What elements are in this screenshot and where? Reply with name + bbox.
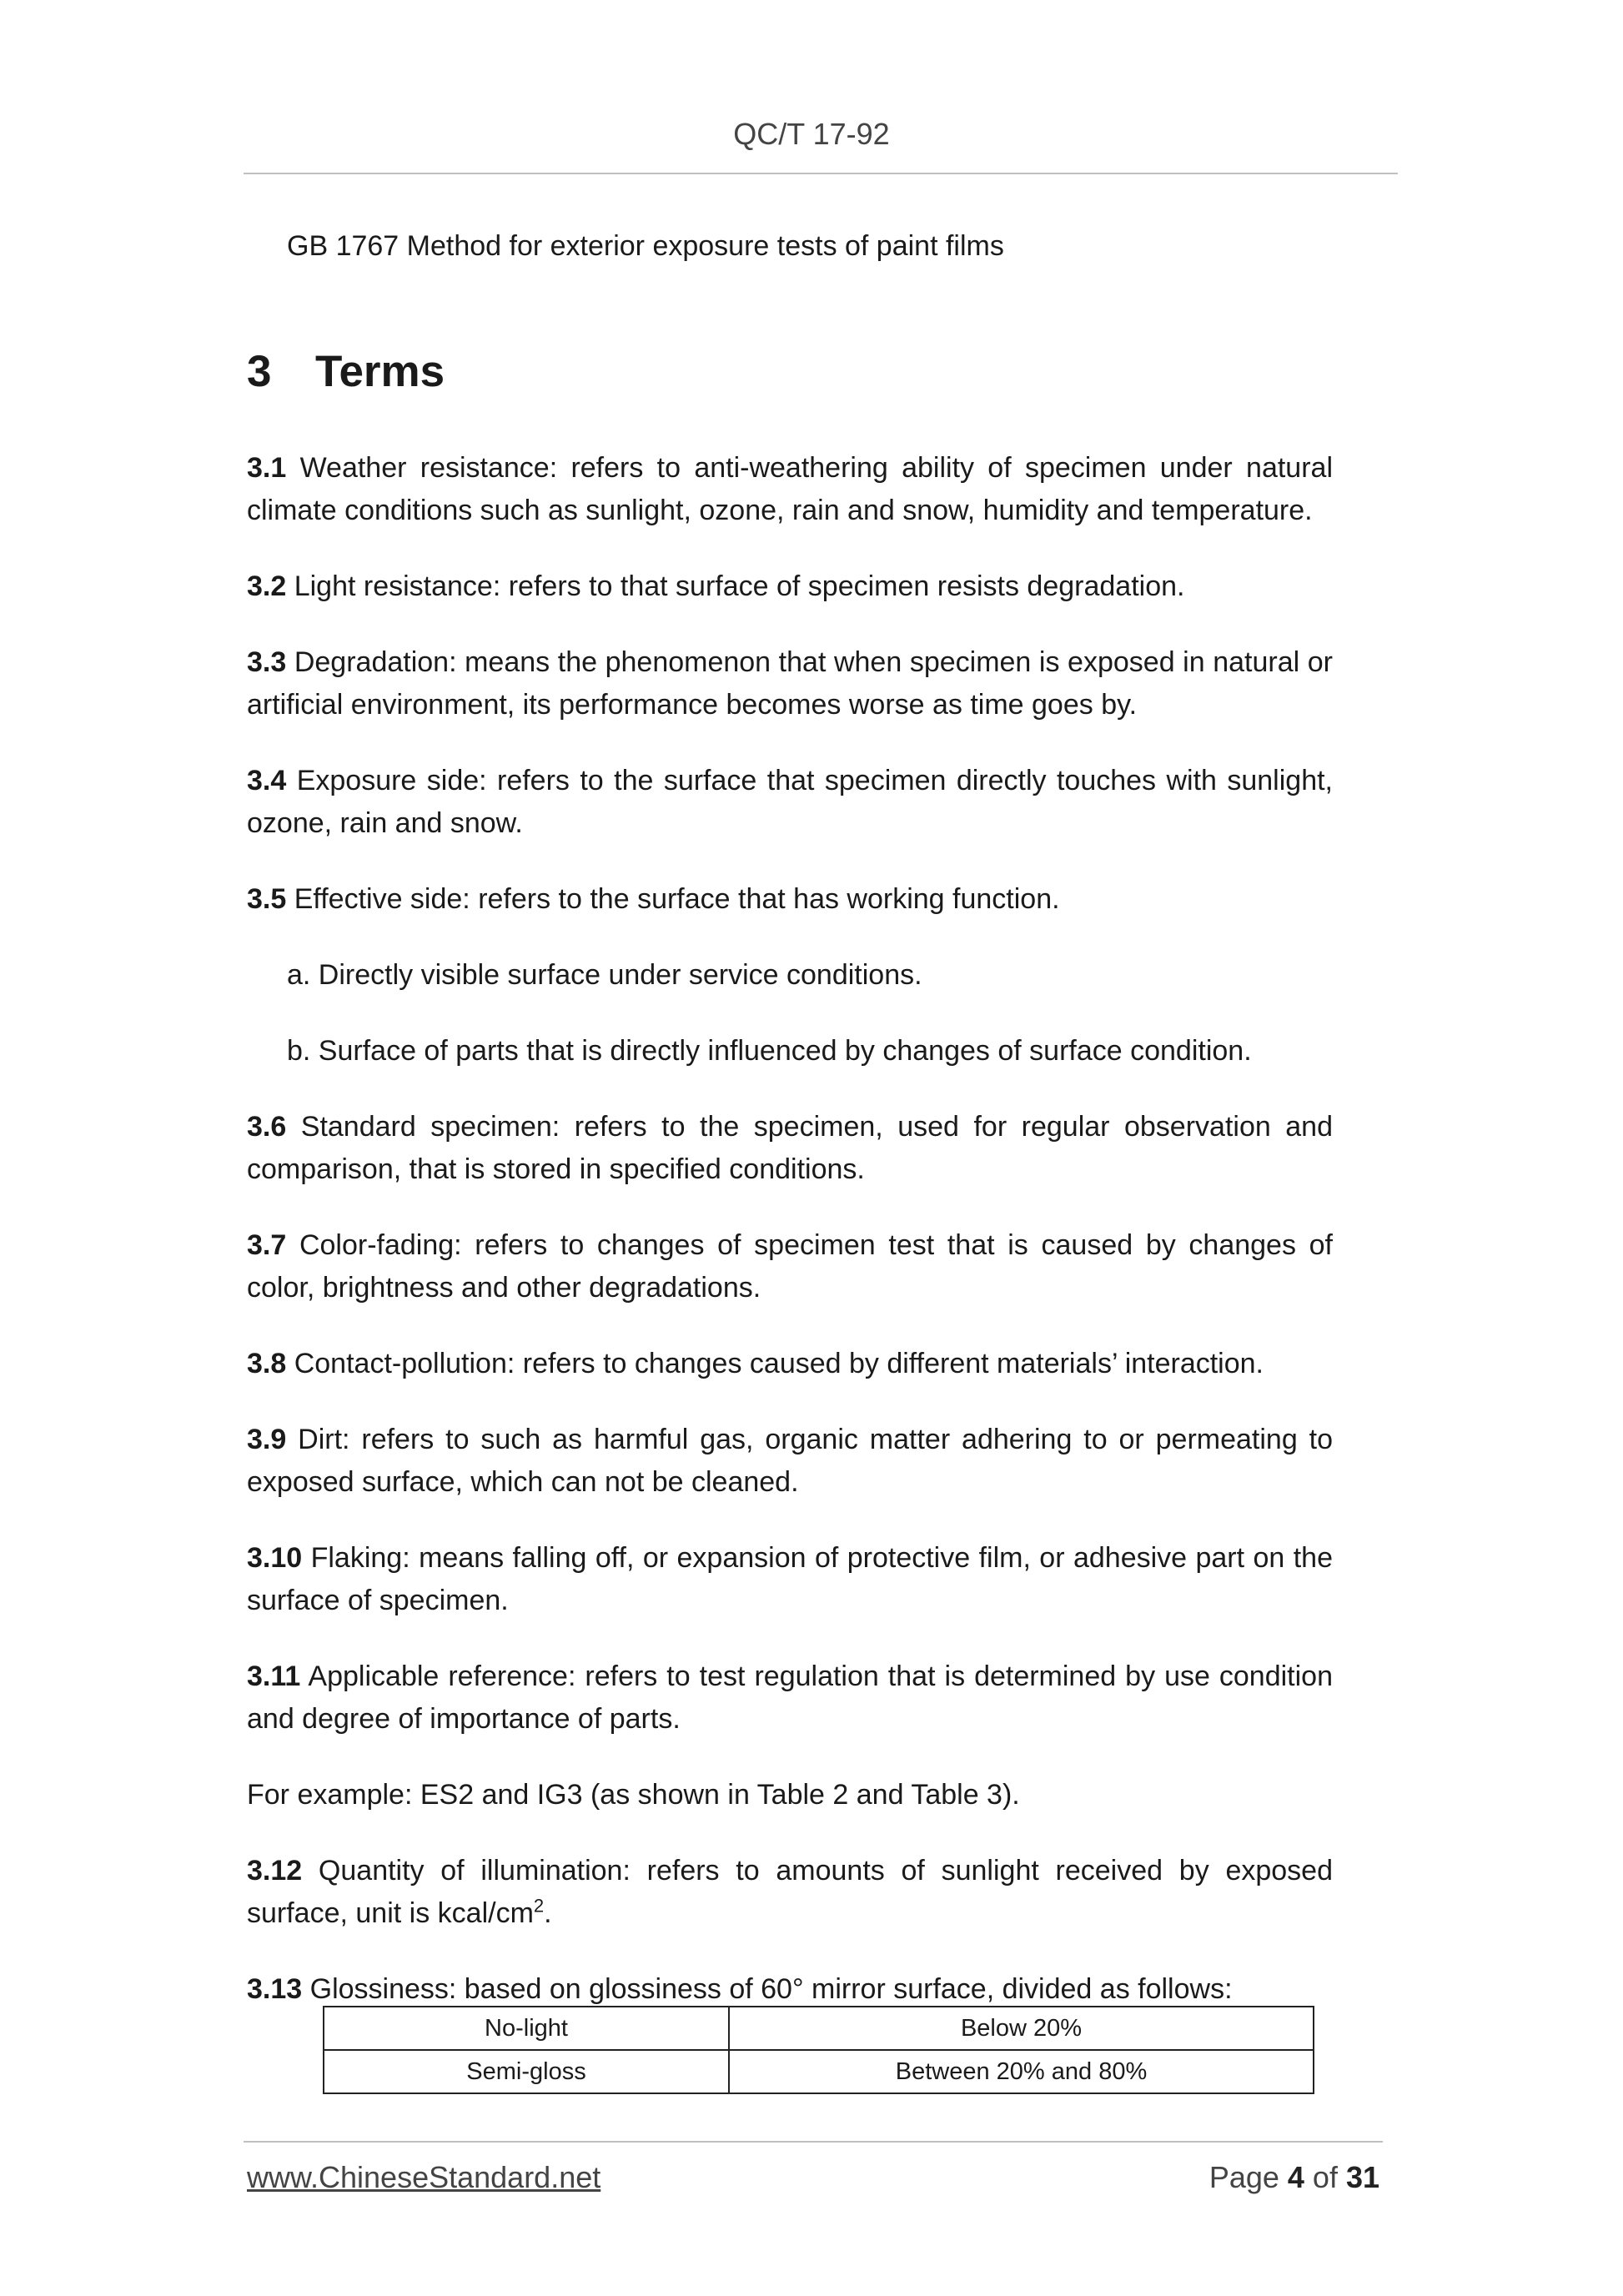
term-3-8 bbox=[247, 1343, 1333, 1385]
term-text: Contact-pollution: refers to changes caused by different materials’ interaction. bbox=[286, 1348, 1264, 1379]
term-3-13 bbox=[247, 1968, 1333, 2011]
glossiness-table bbox=[323, 2006, 1314, 2094]
term-3-3 bbox=[247, 641, 1333, 726]
page-of: of bbox=[1304, 2160, 1346, 2194]
section-title: Terms bbox=[315, 347, 445, 396]
term-3-11-example: For example: ES2 and IG3 (as shown in Table 2 and Table 3). bbox=[247, 1779, 1020, 1811]
term-number: 3.13 bbox=[247, 1973, 303, 2005]
table-row bbox=[324, 2007, 1314, 2050]
term-3-9 bbox=[247, 1419, 1333, 1504]
term-text: Applicable reference: refers to test regulation that is determined by use condition and degree of importance of parts. bbox=[247, 1660, 1333, 1735]
term-3-5 bbox=[247, 878, 1333, 921]
term-text: Color-fading: refers to changes of specimen test that is caused by changes of color, brightness and other degradations. bbox=[247, 1229, 1333, 1304]
footer-divider bbox=[244, 2141, 1383, 2143]
term-text: Light resistance: refers to that surface of specimen resists degradation. bbox=[286, 570, 1185, 602]
term-text: Standard specimen: refers to the specimen, used for regular observation and comparison, that is stored in specified conditions. bbox=[247, 1111, 1333, 1185]
term-text: Weather resistance: refers to anti-weathering ability of specimen under natural climate conditions such as sunlight, ozone, rain and snow, humidity and temperature. bbox=[247, 452, 1333, 526]
term-number: 3.3 bbox=[247, 646, 287, 678]
term-text: Degradation: means the phenomenon that when specimen is exposed in natural or artificial environment, its performance becomes worse as time goes by. bbox=[247, 646, 1333, 721]
section-number: 3 bbox=[247, 347, 272, 396]
term-number: 3.9 bbox=[247, 1424, 287, 1455]
term-3-6 bbox=[247, 1106, 1333, 1191]
website-link[interactable]: www.ChineseStandard.net bbox=[247, 2160, 601, 2194]
table-row bbox=[324, 2050, 1314, 2093]
page-prefix: Page bbox=[1208, 2160, 1288, 2194]
term-3-5-item-a: a. Directly visible surface under service conditions. bbox=[287, 959, 922, 991]
term-number: 3.2 bbox=[247, 570, 287, 602]
table-cell-range: Below 20% bbox=[729, 2007, 1314, 2050]
term-text: Glossiness: based on glossiness of 60° mirror surface, divided as follows: bbox=[302, 1973, 1233, 2005]
normative-reference: GB 1767 Method for exterior exposure tests of paint films bbox=[287, 230, 1004, 262]
term-number: 3.11 bbox=[247, 1660, 301, 1692]
term-number: 3.4 bbox=[247, 765, 287, 796]
table-cell-level: Semi-gloss bbox=[324, 2050, 729, 2093]
term-text: Flaking: means falling off, or expansion of protective film, or adhesive part on the surface of specimen. bbox=[247, 1542, 1333, 1616]
term-3-10 bbox=[247, 1537, 1333, 1622]
term-3-12 bbox=[247, 1850, 1333, 1935]
document-code: QC/T 17-92 bbox=[733, 117, 890, 151]
term-3-4 bbox=[247, 760, 1333, 845]
term-3-11 bbox=[247, 1655, 1333, 1741]
term-number: 3.12 bbox=[247, 1855, 303, 1887]
term-number: 3.8 bbox=[247, 1348, 287, 1379]
page-body bbox=[247, 225, 1333, 2044]
term-number: 3.7 bbox=[247, 1229, 287, 1261]
term-text: Quantity of illumination: refers to amounts of sunlight received by exposed surface, unit is kcal/cm bbox=[247, 1855, 1333, 1929]
page-indicator bbox=[1209, 2160, 1379, 2195]
term-3-7 bbox=[247, 1224, 1333, 1309]
unit-superscript: 2 bbox=[533, 1895, 545, 1917]
term-text-tail: . bbox=[544, 1897, 552, 1929]
term-number: 3.1 bbox=[247, 452, 287, 484]
term-text: Dirt: refers to such as harmful gas, organic matter adhering to or permeating to exposed surface, which can not be cleaned. bbox=[247, 1424, 1333, 1498]
term-number: 3.6 bbox=[247, 1111, 287, 1143]
table-cell-range: Between 20% and 80% bbox=[729, 2050, 1314, 2093]
term-text: Exposure side: refers to the surface that specimen directly touches with sunlight, ozone, rain and snow. bbox=[247, 765, 1333, 839]
table-cell-level: No-light bbox=[324, 2007, 729, 2050]
term-3-5-item-b: b. Surface of parts that is directly influenced by changes of surface condition. bbox=[287, 1035, 1252, 1067]
term-number: 3.5 bbox=[247, 883, 287, 915]
term-3-1 bbox=[247, 447, 1333, 532]
section-heading bbox=[247, 347, 1333, 397]
term-text: Effective side: refers to the surface that has working function. bbox=[286, 883, 1060, 915]
term-number: 3.10 bbox=[247, 1542, 303, 1574]
page-current: 4 bbox=[1287, 2160, 1304, 2194]
term-3-2 bbox=[247, 565, 1333, 608]
page-total: 31 bbox=[1345, 2160, 1379, 2194]
header-divider bbox=[244, 173, 1398, 174]
